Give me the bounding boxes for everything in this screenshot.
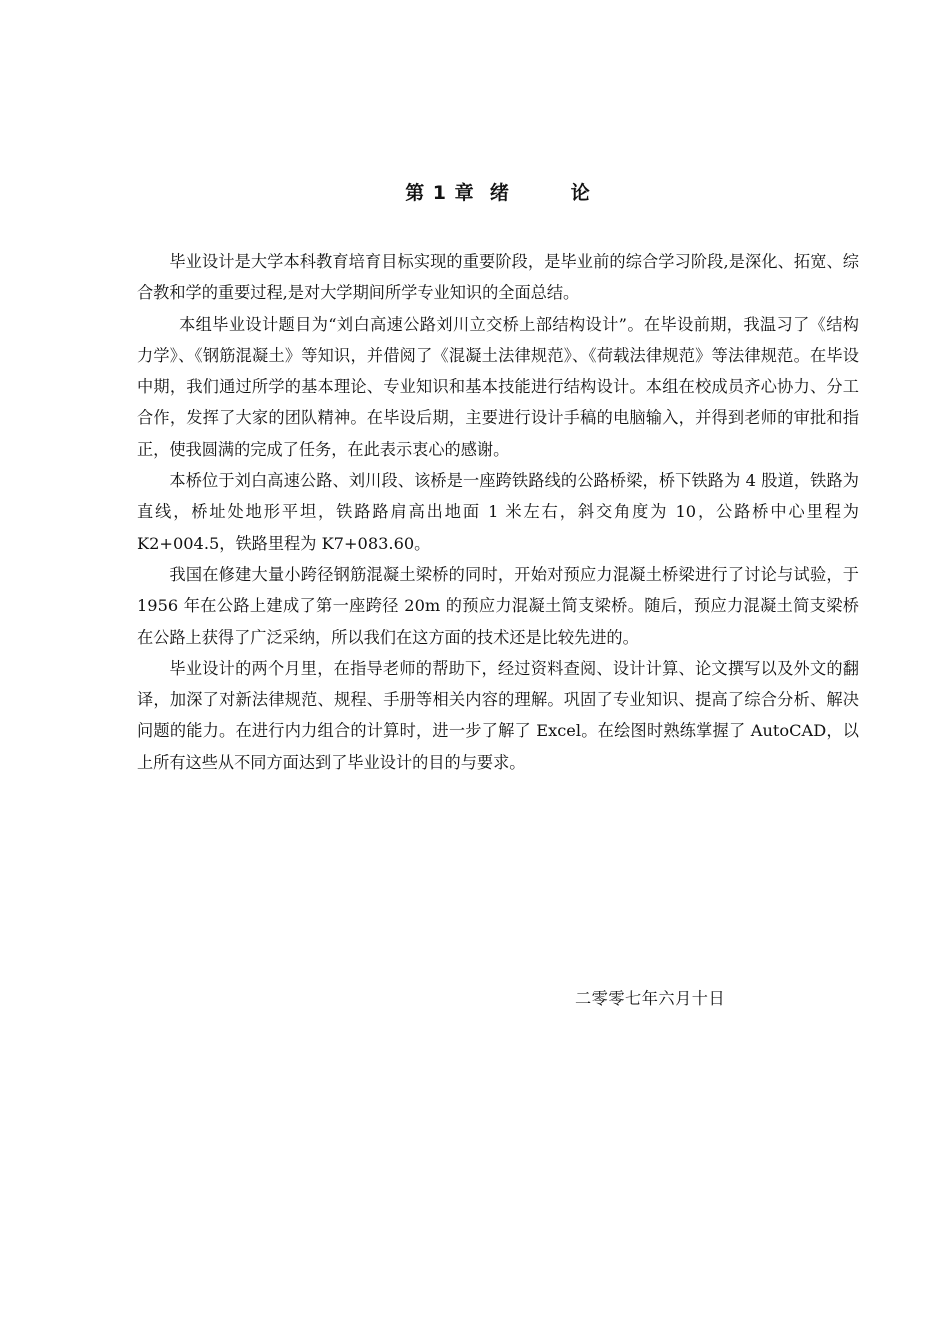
paragraph-bridge-location: 本桥位于刘白高速公路、刘川段、该桥是一座跨铁路线的公路桥梁，桥下铁路为 4 股道，铁路为直线，桥址处地形平坦，铁路路肩高出地面 1 米左右，斜交角度为 10，公路桥中心里程为 K2+004.5，铁路里程为 K7+083.60。: [137, 471, 859, 553]
paragraph-topic: 本组毕业设计题目为“刘白高速公路刘川立交桥上部结构设计”。在毕设前期，我温习了《结构力学》、《钢筋混凝土》等知识，并借阅了《混凝土法律规范》、《荷载法律规范》等法律规范。在毕设中期，我们通过所学的基本理论、专业知识和基本技能进行结构设计。本组在校成员齐心协力、分工合作，发挥了大家的团队精神。在毕设后期，主要进行设计手稿的电脑输入，并得到老师的审批和指正，使我圆满的完成了任务，在此表示衷心的感谢。: [137, 314, 859, 459]
paragraph-history: 我国在修建大量小跨径钢筋混凝土梁桥的同时，开始对预应力混凝土桥梁进行了讨论与试验，于 1956 年在公路上建成了第一座跨径 20m 的预应力混凝土简支梁桥。随后，预应力混凝土简支梁桥在公路上获得了广泛采纳，所以我们在这方面的技术还是比较先进的。: [137, 564, 859, 647]
paragraph-intro: 毕业设计是大学本科教育培育目标实现的重要阶段，是毕业前的综合学习阶段,是深化、拓宽、综合教和学的重要过程,是对大学期间所学专业知识的全面总结。: [137, 252, 859, 303]
paragraph-summary: 毕业设计的两个月里，在指导老师的帮助下，经过资料查阅、设计计算、论文撰写以及外文的翻译，加深了对新法律规范、规程、手册等相关内容的理解。巩固了专业知识、提高了综合分析、解决问题的能力。在进行内力组合的计算时，进一步了解了 Excel。在绘图时熟练掌握了 AutoCAD，以上所有这些从不同方面达到了毕业设计的目的与要求。: [137, 658, 859, 772]
signature-date: 二零零七年六月十日: [575, 989, 726, 1008]
chapter-title: 第 1 章 绪 论: [405, 182, 591, 204]
body-text: [137, 246, 859, 778]
